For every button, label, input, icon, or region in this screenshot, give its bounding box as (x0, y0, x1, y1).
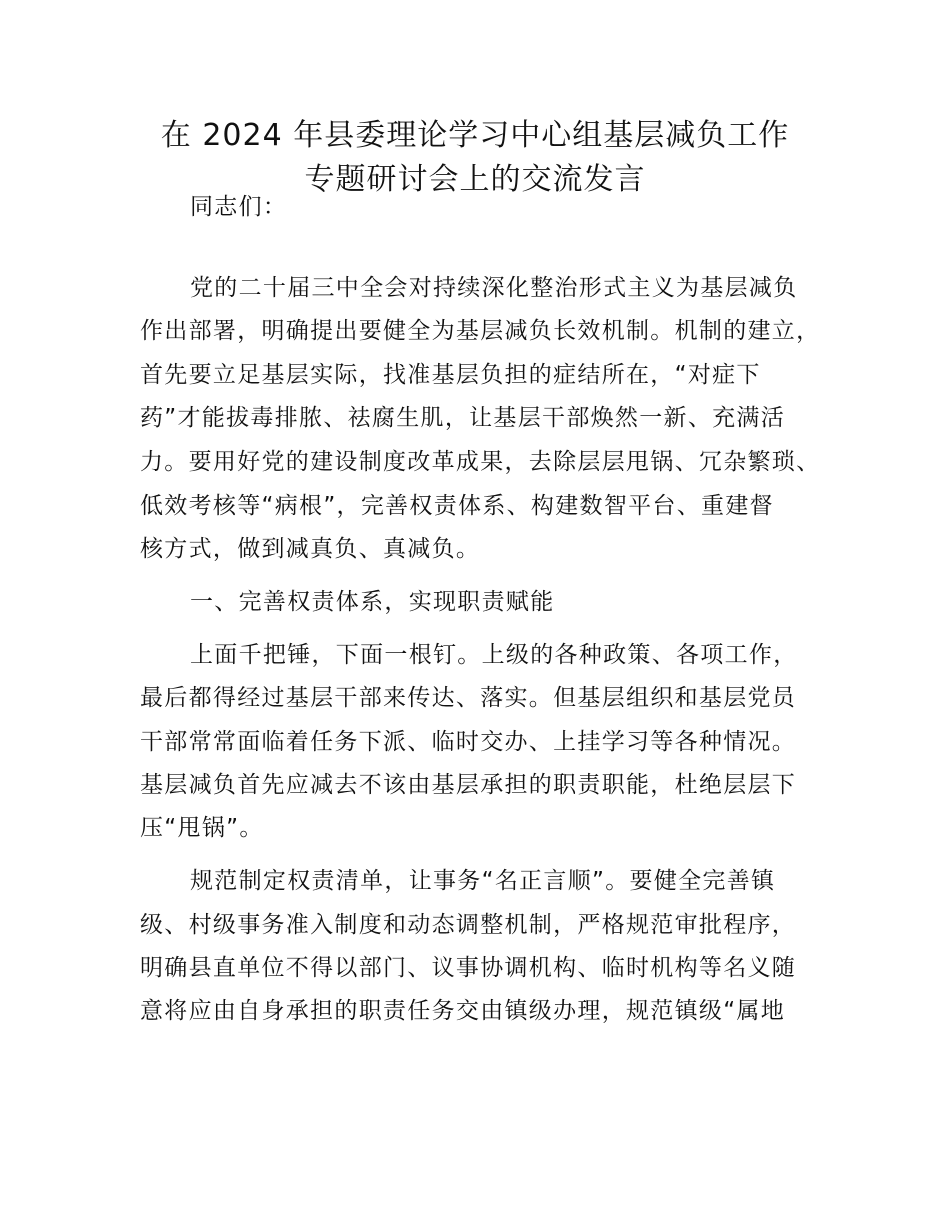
section-1-heading: 一、完善权责体系，实现职责赋能 (190, 589, 555, 615)
paragraph-1-line: 低效考核等“病根”，完善权责体系、构建数智平台、重建督 (140, 493, 774, 519)
salutation: 同志们： (190, 194, 288, 220)
paragraph-2-line: 最后都得经过基层干部来传达、落实。但基层组织和基层党员 (140, 685, 797, 711)
paragraph-1-line: 药”才能拔毒排脓、祛腐生肌，让基层干部焕然一新、充满活 (140, 405, 786, 431)
paragraph-2-line: 基层减负首先应减去不该由基层承担的职责职能，杜绝层层下 (140, 772, 797, 798)
document-title-line-1: 在 2024 年县委理论学习中心组基层减负工作 (160, 118, 790, 153)
paragraph-2-line: 压“甩锅”。 (140, 815, 264, 841)
document-title-line-2: 专题研讨会上的交流发言 (304, 162, 646, 197)
paragraph-2-line: 上面千把锤，下面一根钉。上级的各种政策、各项工作， (190, 642, 798, 668)
paragraph-1-line: 党的二十届三中全会对持续深化整治形式主义为基层减负 (190, 275, 798, 301)
paragraph-1-line: 核方式，做到减真负、真减负。 (140, 536, 481, 562)
paragraph-3-line: 规范制定权责清单，让事务“名正言顺”。要健全完善镇 (190, 868, 776, 894)
paragraph-1-line: 力。要用好党的建设制度改革成果，去除层层甩锅、冗杂繁琐、 (140, 449, 821, 475)
paragraph-3-line: 明确县直单位不得以部门、议事协调机构、临时机构等名义随 (140, 955, 797, 981)
paragraph-3-line: 级、村级事务准入制度和动态调整机制，严格规范审批程序， (140, 912, 797, 938)
paragraph-1-line: 首先要立足基层实际，找准基层负担的症结所在，“对症下 (140, 362, 761, 388)
paragraph-3-line: 意将应由自身承担的职责任务交由镇级办理，规范镇级“属地 (140, 998, 786, 1024)
paragraph-2-line: 干部常常面临着任务下派、临时交办、上挂学习等各种情况。 (140, 729, 797, 755)
paragraph-1-line: 作出部署，明确提出要健全为基层减负长效机制。机制的建立， (140, 318, 821, 344)
